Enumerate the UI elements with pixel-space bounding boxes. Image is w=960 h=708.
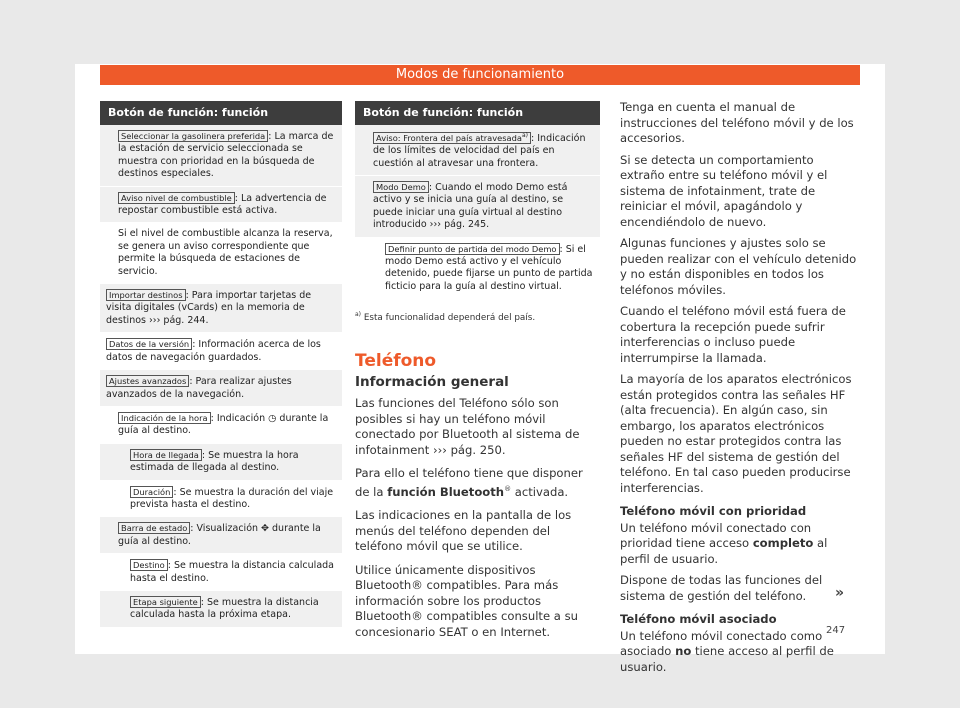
table-heading: Botón de función: función bbox=[355, 101, 600, 125]
page-number: 247 bbox=[826, 625, 846, 636]
table-row bbox=[100, 407, 342, 444]
continue-arrow-icon: » bbox=[835, 585, 845, 601]
table-row bbox=[100, 554, 342, 591]
paragraph-heading: Teléfono móvil asociado bbox=[620, 612, 777, 626]
paragraph: Si se detecta un comportamiento extraño entre su teléfono móvil y el sistema de infotainment, trate de reiniciar el móvil, apagándolo y encendiéndolo de nuevo. bbox=[620, 152, 828, 229]
function-button-label: Destino bbox=[130, 559, 168, 571]
left-function-table bbox=[100, 101, 342, 628]
footnote-ref: a) bbox=[522, 132, 529, 139]
function-button-label: Indicación de la hora bbox=[118, 412, 211, 424]
table-row bbox=[100, 333, 342, 370]
paragraph: La mayoría de los aparatos electrónicos están protegidos contra las señales HF (alta frecuencia). En algún caso, sin embargo, los aparatos electrónicos pueden no estar protegidos contra las señales HF del sistema de gestión del teléfono. En tal caso pueden producirse interferencias. bbox=[620, 372, 852, 495]
bold-text: completo bbox=[752, 536, 814, 550]
text: tiene acceso al perfil de usuario. bbox=[620, 644, 834, 674]
text: al perfil de usuario. bbox=[620, 536, 828, 566]
table-row bbox=[100, 444, 342, 481]
row-text: : Indicación ◷ durante la guía al destino. bbox=[118, 412, 329, 437]
bold-text: no bbox=[675, 644, 692, 658]
middle-column bbox=[355, 101, 600, 640]
footnote-mark: a) bbox=[355, 311, 362, 319]
paragraph: Dispone de todas las funciones del sistema de gestión del teléfono. bbox=[620, 573, 823, 603]
table-row bbox=[100, 591, 342, 628]
row-text: : Se muestra la hora estimada de llegada al destino. bbox=[130, 449, 299, 474]
table-row bbox=[100, 284, 342, 333]
section-title: Teléfono bbox=[355, 350, 437, 371]
paragraph bbox=[620, 521, 860, 568]
row-text: : Se muestra la distancia calculada hasta el destino. bbox=[130, 560, 334, 584]
paragraph bbox=[620, 629, 860, 676]
function-button-label: Duración bbox=[130, 486, 173, 498]
row-text: : Si el modo Demo está activo y el vehículo detenido, puede fijarse un punto de partida ficticio para la guía al destino virtual. bbox=[385, 243, 593, 292]
paragraph bbox=[355, 466, 600, 500]
row-text: : Información acerca de los datos de navegación guardados. bbox=[106, 339, 321, 363]
function-button-label: Etapa siguiente bbox=[130, 596, 201, 608]
row-text: : La marca de la estación de servicio seleccionada se muestra con prioridad en la búsqueda de destinos especiales. bbox=[118, 131, 334, 180]
text: Un teléfono móvil conectado como asociado bbox=[620, 628, 823, 658]
text: Para ello el teléfono tiene que disponer de la bbox=[355, 466, 583, 499]
row-text: : Para realizar ajustes avanzados de la navegación. bbox=[106, 376, 292, 400]
registered-mark: ® bbox=[504, 484, 512, 493]
footnote bbox=[355, 309, 600, 324]
paragraph-heading: Teléfono móvil con prioridad bbox=[620, 504, 807, 518]
paragraph: Algunas funciones y ajustes solo se pueden realizar con el vehículo detenido y no están disponibles en todos los teléfonos móviles. bbox=[620, 236, 857, 297]
table-row bbox=[355, 176, 600, 238]
function-button-label: Datos de la versión bbox=[106, 338, 192, 350]
function-button-label: Aviso nivel de combustible bbox=[118, 192, 235, 204]
footnote-text: Esta funcionalidad dependerá del país. bbox=[363, 313, 536, 324]
paragraph: Las funciones del Teléfono sólo son posibles si hay un teléfono móvil conectado por Bluetooth al sistema de infotainment ››› pág. 250. bbox=[355, 396, 580, 457]
row-text: Si el nivel de combustible alcanza la reserva, se genera un aviso correspondiente que permite la búsqueda de estaciones de servicio. bbox=[118, 228, 333, 277]
section-header: Modos de funcionamiento bbox=[100, 65, 860, 85]
function-button-label: Seleccionar la gasolinera preferida bbox=[118, 130, 268, 142]
table-row bbox=[100, 370, 342, 407]
table-row bbox=[100, 223, 342, 284]
row-text: : La advertencia de repostar combustible está activa. bbox=[118, 192, 327, 217]
table-row bbox=[100, 125, 342, 187]
right-column bbox=[620, 100, 860, 681]
row-text: : Se muestra la distancia calculada hasta la próxima etapa. bbox=[130, 596, 319, 621]
row-text: : Visualización ✥ durante la guía al destino. bbox=[118, 523, 321, 547]
function-button-label: Ajustes avanzados bbox=[106, 375, 189, 387]
bold-text: función Bluetooth bbox=[387, 484, 505, 499]
tag-text: Aviso: Frontera del país atravesada bbox=[376, 132, 522, 143]
function-button-label: Hora de llegada bbox=[130, 449, 202, 461]
paragraph: Utilice únicamente dispositivos Bluetooth® compatibles. Para más información sobre los productos Bluetooth® compatibles consulte a su concesionario SEAT o en Internet. bbox=[355, 562, 578, 639]
text: Un teléfono móvil conectado con prioridad tiene acceso bbox=[620, 520, 812, 550]
row-text: : Indicación de los límites de velocidad del país en cuestión al atravesar una frontera. bbox=[373, 132, 586, 169]
paragraph: Cuando el teléfono móvil está fuera de cobertura la recepción puede sufrir interferencias o incluso puede interrumpirse la llamada. bbox=[620, 304, 846, 365]
function-button-label: Barra de estado bbox=[118, 522, 190, 534]
table-row bbox=[100, 481, 342, 518]
row-text: : Para importar tarjetas de visita digitales (vCards) en la memoria de destinos ››› pág. 244. bbox=[106, 290, 312, 326]
table-row bbox=[100, 517, 342, 554]
paragraph: Las indicaciones en la pantalla de los menús del teléfono dependen del teléfono móvil que se utilice. bbox=[355, 508, 572, 554]
table-heading: Botón de función: función bbox=[100, 101, 342, 125]
function-button-label bbox=[373, 132, 531, 144]
function-button-label: Modo Demo bbox=[373, 181, 429, 193]
function-button-label: Importar destinos bbox=[106, 289, 186, 301]
function-button-label: Definir punto de partida del modo Demo bbox=[385, 243, 560, 255]
subsection-title: Información general bbox=[355, 373, 509, 390]
table-row bbox=[100, 187, 342, 224]
row-text: : Se muestra la duración del viaje prevista hasta el destino. bbox=[130, 486, 334, 510]
text: activada. bbox=[511, 484, 569, 499]
paragraph: Tenga en cuenta el manual de instrucciones del teléfono móvil y de los accesorios. bbox=[620, 100, 854, 145]
table-row bbox=[355, 125, 600, 176]
row-text: : Cuando el modo Demo está activo y se inicia una guía al destino, se puede iniciar una guía virtual al destino introducido ››› pág. 245. bbox=[373, 181, 568, 231]
table-row bbox=[355, 238, 600, 300]
